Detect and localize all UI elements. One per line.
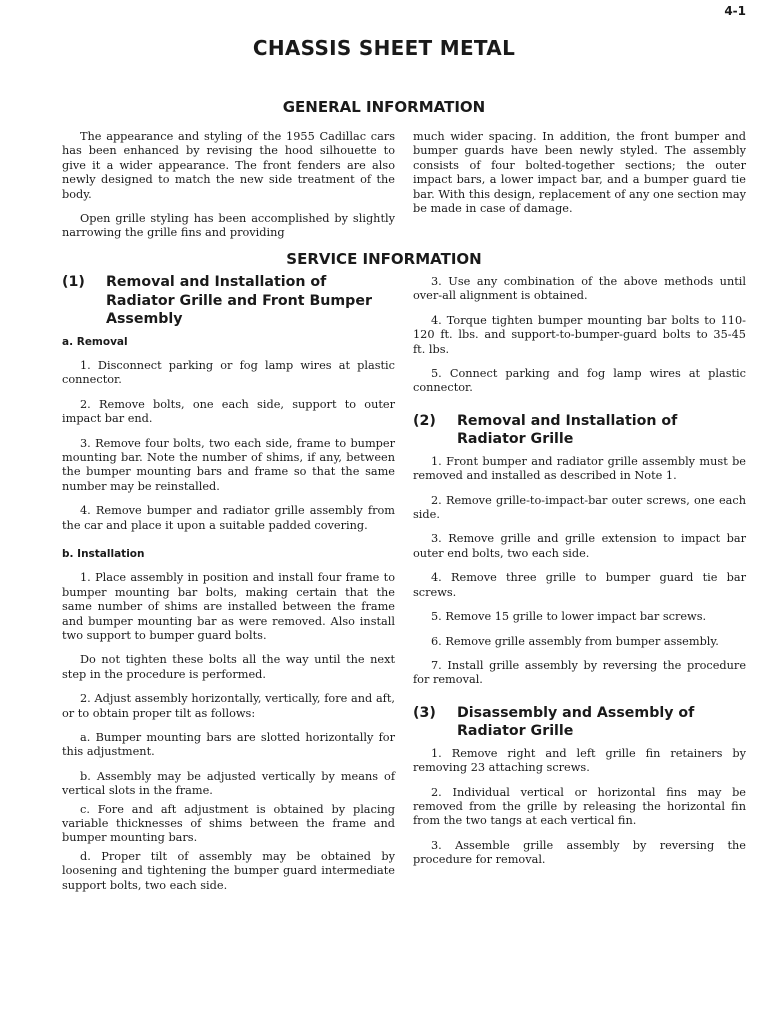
removal-step: 3. Remove four bolts, two each side, frame to bumper mounting bar. Note the number of shims, if any, between the bumper mounting bars and frame so that the same number may be reinstalled.	[62, 436, 395, 493]
disassembly-step: 1. Remove right and left grille fin retainers by removing 23 attaching screws.	[413, 746, 746, 775]
grille-step: 2. Remove grille-to-impact-bar outer screws, one each side.	[413, 493, 746, 522]
section-heading-2	[413, 412, 746, 449]
section-title: Disassembly and Assembly of Radiator Grille	[457, 704, 695, 740]
section-title: Removal and Installation of Radiator Grille	[457, 412, 678, 448]
section-heading-1	[62, 273, 395, 329]
section-number: (2)	[413, 412, 436, 429]
page-number: 4-1	[724, 4, 746, 18]
paragraph: The appearance and styling of the 1955 Cadillac cars has been enhanced by revising the hood silhouette to give it a wider appearance. The front fenders are also newly designed to match the new side treatment of the body.	[62, 130, 395, 201]
installation-step: 2. Adjust assembly horizontally, vertically, fore and aft, or to obtain proper tilt as follows:	[62, 692, 395, 720]
installation-step: d. Proper tilt of assembly may be obtained by loosening and tightening the bumper guard intermediate support bolts, two each side.	[62, 849, 395, 892]
installation-step: a. Bumper mounting bars are slotted horizontally for this adjustment.	[62, 731, 395, 759]
paragraph: much wider spacing. In addition, the front bumper and bumper guards have been newly styled. The assembly consists of four bolted-together sections; the outer impact bars, a lower impact bar, and a bumper guard tie bar. With this design, replacement of any one section may be made in case of damage.	[413, 130, 746, 216]
installation-step: 1. Place assembly in position and install four frame to bumper mounting bar bolts, making certain that the same number of shims are installed between the frame and bumper mounting bar as were removed. Also install two support to bumper guard bolts.	[62, 571, 395, 642]
grille-step: 3. Remove grille and grille extension to impact bar outer end bolts, two each side.	[413, 532, 746, 560]
installation-step: c. Fore and aft adjustment is obtained by placing variable thicknesses of shims between the frame and bumper mounting bars.	[62, 802, 395, 845]
installation-subheading: b. Installation	[62, 547, 145, 560]
disassembly-step: 2. Individual vertical or horizontal fins may be removed from the grille by releasing the horizontal fin from the two tangs at each vertical fin.	[413, 785, 746, 828]
page-title: CHASSIS SHEET METAL	[252, 36, 516, 60]
section-title: Removal and Installation of Radiator Grille and Front Bumper Assembly	[106, 274, 372, 327]
section-number: (3)	[413, 704, 436, 721]
service-right-column	[413, 275, 746, 878]
removal-step: 2. Remove bolts, one each side, support to outer impact bar end.	[62, 397, 395, 426]
grille-step: 7. Install grille assembly by reversing the procedure for removal.	[413, 658, 746, 687]
service-left-column	[62, 273, 395, 897]
installation-step: Do not tighten these bolts all the way until the next step in the procedure is performed.	[62, 653, 395, 681]
general-info-right-column	[413, 130, 746, 226]
removal-subheading: a. Removal	[62, 335, 128, 348]
removal-step: 4. Remove bumper and radiator grille assembly from the car and place it upon a suitable padded covering.	[62, 504, 395, 532]
service-info-heading: SERVICE INFORMATION	[286, 250, 482, 268]
grille-step: 4. Remove three grille to bumper guard tie bar screws.	[413, 571, 746, 599]
installation-step: b. Assembly may be adjusted vertically by means of vertical slots in the frame.	[62, 769, 395, 798]
installation-step: 4. Torque tighten bumper mounting bar bolts to 110-120 ft. lbs. and support-to-bumper-guard bolts to 35-45 ft. lbs.	[413, 313, 746, 356]
grille-step: 6. Remove grille assembly from bumper assembly.	[431, 634, 719, 648]
installation-step: 3. Use any combination of the above methods until over-all alignment is obtained.	[413, 275, 746, 303]
grille-step: 5. Remove 15 grille to lower impact bar screws.	[431, 610, 707, 624]
disassembly-step: 3. Assemble grille assembly by reversing the procedure for removal.	[413, 838, 746, 867]
section-heading-3	[413, 704, 746, 741]
section-number: (1)	[62, 274, 85, 290]
installation-step: 5. Connect parking and fog lamp wires at plastic connector.	[413, 367, 746, 395]
paragraph: Open grille styling has been accomplished by slightly narrowing the grille fins and providing	[62, 212, 395, 240]
grille-step: 1. Front bumper and radiator grille assembly must be removed and installed as described in Note 1.	[413, 454, 746, 483]
general-info-left-column	[62, 130, 395, 241]
general-info-heading: GENERAL INFORMATION	[282, 98, 486, 116]
removal-step: 1. Disconnect parking or fog lamp wires at plastic connector.	[62, 358, 395, 387]
